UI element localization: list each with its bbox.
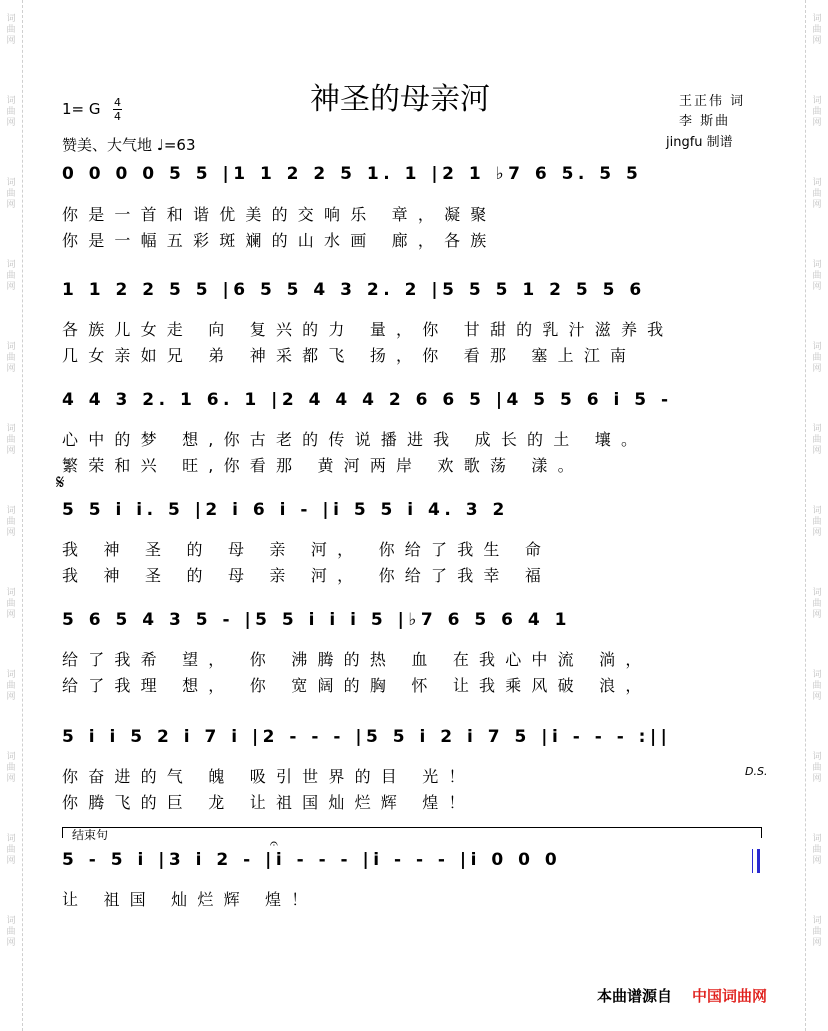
notation-line-6: 5 i i 5 2 i 7 i |2 - - - |5 5 i 2 i 7 5 |i - - - :||: [62, 727, 672, 747]
watermark-text: 词 曲 网: [6, 506, 16, 538]
source-label: 本曲谱源自: [597, 987, 673, 1005]
notation-line-1: 0 0 0 0 5 5 |1 1 2 2 5 1. 1 |2 1 ♭7 6 5. 5 5: [62, 164, 643, 184]
tempo-marking: 赞美、大气地 ♩=63: [62, 136, 196, 154]
watermark-text: 词 曲 网: [812, 670, 822, 702]
watermark-text: 词 曲 网: [6, 260, 16, 292]
arranger-credit: jingfu 制谱: [666, 135, 733, 150]
watermark-text: 词 曲 网: [6, 916, 16, 948]
dal-segno-mark: D.S.: [745, 765, 768, 778]
watermark-text: 词 曲 网: [6, 178, 16, 210]
notation-line-7: 5 - 5 i |3 i 2 - |i - - - |i - - - |i 0 0 0: [62, 850, 562, 870]
watermark-text: 词 曲 网: [812, 14, 822, 46]
lyric-line-6b: 你腾飞的巨 龙 让祖国灿烂辉 煌！: [62, 793, 475, 812]
lyric-line-6a: 你奋进的气 魄 吸引世界的目 光！: [62, 767, 475, 786]
lyric-line-3a: 心中的梦 想,你古老的传说播进我 成长的土 壤。: [62, 430, 648, 449]
notation-line-2: 1 1 2 2 5 5 |6 5 5 4 3 2. 2 |5 5 5 1 2 5 5 6: [62, 280, 646, 300]
watermark-text: 词 曲 网: [6, 752, 16, 784]
watermark-text: 词 曲 网: [6, 96, 16, 128]
composer-credit: 李 斯曲: [679, 114, 731, 129]
final-barline-thick: [757, 849, 760, 873]
watermark-text: 词 曲 网: [6, 834, 16, 866]
source-site-link[interactable]: 中国词曲网: [692, 987, 768, 1005]
watermark-text: 词 曲 网: [812, 588, 822, 620]
lyric-line-5a: 给了我希 望， 你 沸腾的热 血 在我心中流 淌，: [62, 650, 652, 669]
time-signature: [113, 96, 122, 123]
segno-sign: 𝄋: [56, 470, 65, 494]
watermark-text: 词 曲 网: [6, 342, 16, 374]
watermark-text: 词 曲 网: [812, 260, 822, 292]
watermark-text: 词 曲 网: [6, 14, 16, 46]
watermark-text: 词 曲 网: [6, 670, 16, 702]
lyric-line-2a: 各族儿女走 向 复兴的力 量，你 甘甜的乳汁滋养我: [62, 320, 674, 339]
lyric-line-1b: 你是一幅五彩斑斓的山水画 廊，各族: [62, 231, 497, 250]
watermark-text: 词 曲 网: [812, 178, 822, 210]
key-signature: 1= G: [62, 100, 101, 118]
time-signature-bottom: 4: [114, 110, 121, 123]
watermark-text: 词 曲 网: [812, 342, 822, 374]
source-credit: [597, 985, 767, 1006]
notation-line-4: 5 5 i i. 5 |2 i 6 i - |i 5 5 i 4. 3 2: [62, 500, 509, 520]
watermark-text: 词 曲 网: [812, 834, 822, 866]
watermark-text: 词 曲 网: [812, 752, 822, 784]
time-signature-top: 4: [114, 96, 121, 109]
lyricist-credit: 王正伟 词: [679, 94, 746, 109]
lyric-line-7: 让 祖国 灿烂辉 煌！: [62, 890, 318, 909]
coda-label: 结束句: [72, 828, 109, 842]
lyric-line-1a: 你是一首和谐优美的交响乐 章，凝聚: [62, 205, 497, 224]
lyric-line-4b: 我 神 圣 的 母 亲 河， 你给了我幸 福: [62, 566, 552, 585]
watermark-text: 词 曲 网: [812, 424, 822, 456]
watermark-text: 词 曲 网: [6, 424, 16, 456]
watermark-text: 词 曲 网: [812, 916, 822, 948]
lyric-line-3b: 繁荣和兴 旺,你看那 黄河两岸 欢歌荡 漾。: [62, 456, 584, 475]
lyric-line-2b: 几女亲如兄 弟 神采都飞 扬，你 看那 塞上江南: [62, 346, 637, 365]
fermata-sign: 𝄐: [270, 836, 278, 852]
notation-line-3: 4 4 3 2. 1 6. 1 |2 4 4 4 2 6 6 5 |4 5 5 6 i 5 -: [62, 390, 673, 410]
coda-bracket: [62, 827, 762, 838]
watermark-text: 词 曲 网: [812, 96, 822, 128]
watermark-text: 词 曲 网: [812, 506, 822, 538]
final-barline-thin: [752, 849, 753, 873]
lyric-line-5b: 给了我理 想， 你 宽阔的胸 怀 让我乘风破 浪，: [62, 676, 652, 695]
watermark-text: 词 曲 网: [6, 588, 16, 620]
notation-line-5: 5 6 5 4 3 5 - |5 5 i i i 5 |♭7 6 5 6 4 1: [62, 610, 571, 630]
song-title: 神圣的母亲河: [310, 82, 490, 117]
lyric-line-4a: 我 神 圣 的 母 亲 河， 你给了我生 命: [62, 540, 552, 559]
